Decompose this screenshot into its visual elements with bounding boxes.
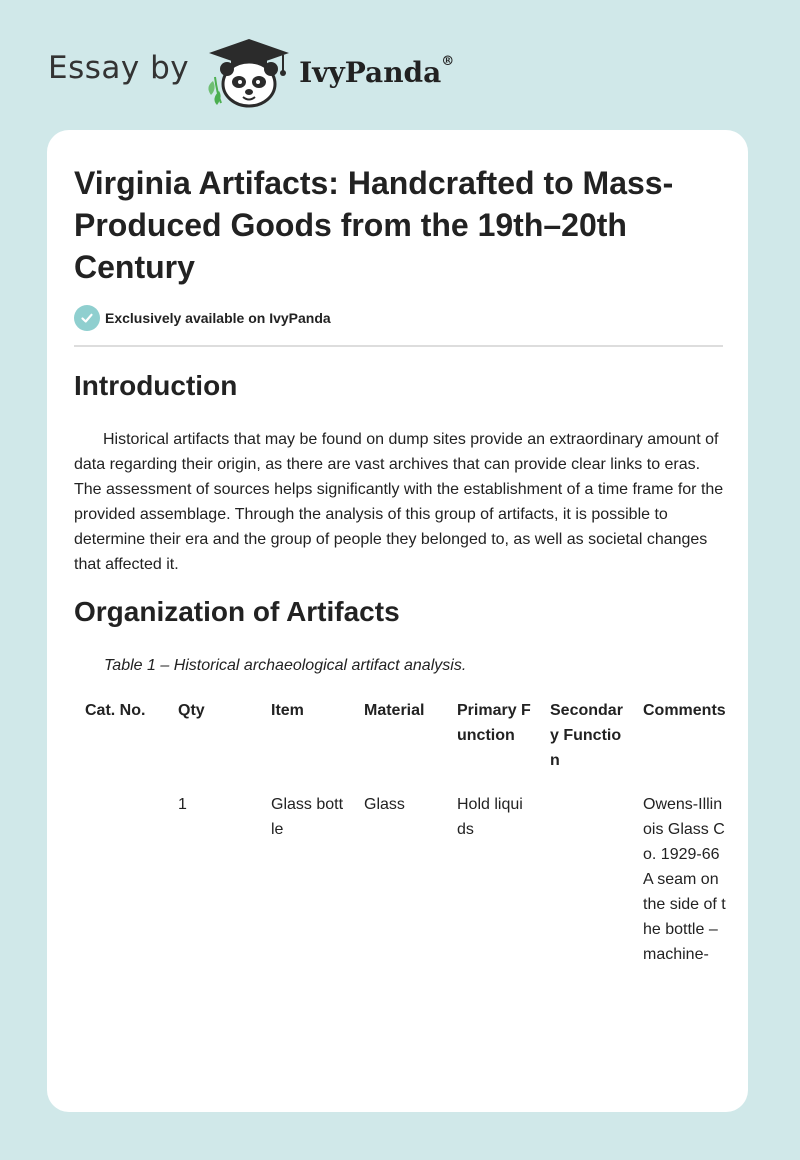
col-header-qty: Qty: [178, 702, 205, 719]
cell-comments: Owens-Illinois Glass Co. 1929-66A seam on the side of the bottle – machine-: [643, 796, 726, 963]
cell-material: Glass: [364, 796, 405, 813]
cell-secondary-function: [539, 789, 632, 975]
ivypanda-logo-icon[interactable]: [203, 37, 295, 109]
brand-text: IvyPanda: [299, 55, 442, 89]
col-header-cat-no: Cat. No.: [85, 702, 146, 719]
badge-text: Exclusively available on IvyPanda: [105, 310, 331, 326]
table-caption: Table 1 – Historical archaeological artifact analysis.: [104, 657, 467, 674]
col-header-item: Item: [271, 702, 304, 719]
brand-name[interactable]: [299, 53, 455, 89]
table-header-row: [74, 695, 734, 789]
table-row: [74, 789, 734, 975]
title-divider: [74, 345, 723, 347]
check-circle-icon: [74, 305, 100, 331]
article-card: [47, 130, 748, 1112]
cell-primary-function: Hold liquids: [457, 796, 523, 838]
cell-item: Glass bottle: [271, 796, 344, 838]
exclusive-badge: [74, 305, 331, 331]
site-header: [48, 38, 454, 108]
col-header-comments: Comments: [643, 702, 726, 719]
article-title: Virginia Artifacts: Handcrafted to Mass-Produced Goods from the 19th–20th Century: [74, 165, 674, 285]
registered-mark: ®: [441, 53, 455, 69]
col-header-material: Material: [364, 702, 425, 719]
artifact-table: [74, 695, 734, 975]
cell-qty: 1: [178, 796, 187, 813]
cell-cat-no: [74, 789, 167, 975]
col-header-primary-function: Primary Function: [457, 702, 531, 744]
essay-by-label: Essay by: [48, 50, 190, 86]
section-heading-introduction: Introduction: [74, 370, 238, 401]
introduction-paragraph: Historical artifacts that may be found on dump sites provide an extraordinary amount of data regarding their origin, as there are vast archives that can provide clear links to eras. The assessment of sources helps significantly with the establishment of a time frame for the provided assemblage. Through the analysis of this group of artifacts, it is possible to determine their era and the group of people they belonged to, as well as societal changes that affected it.: [74, 431, 724, 573]
section-heading-organization: Organization of Artifacts: [74, 596, 400, 627]
col-header-secondary-function: Secondary Function: [550, 702, 623, 769]
